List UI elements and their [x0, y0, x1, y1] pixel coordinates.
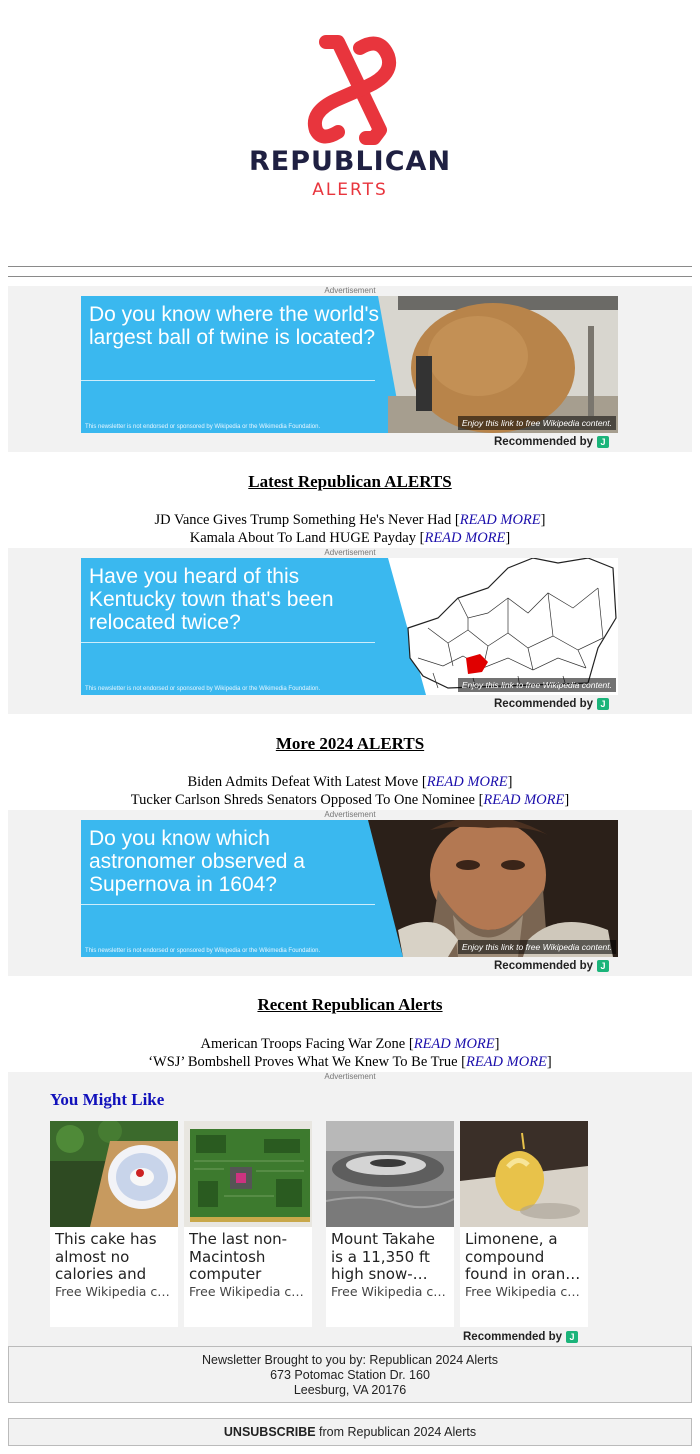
divider — [8, 276, 692, 277]
card-source: Free Wikipedia c… — [465, 1284, 580, 1299]
section-heading: Latest Republican ALERTS — [248, 472, 452, 491]
kentucky-county-map — [358, 558, 618, 695]
recommended-by[interactable]: Recommended by J — [494, 698, 609, 710]
card-title: This cake has almost no calories and — [55, 1231, 157, 1283]
card-title: Mount Takahe is a 11,350 ft high snow-… — [331, 1231, 436, 1283]
ad-banner[interactable] — [81, 558, 618, 695]
footer-sponsor: Newsletter Brought to you by: Republican 2024 Alerts — [201, 1353, 498, 1367]
jeeng-logo-icon: J — [597, 436, 609, 448]
mountain-aerial-photo — [326, 1121, 454, 1227]
read-more-link[interactable]: READ MORE — [413, 1036, 495, 1052]
card-source: Free Wikipedia c… — [189, 1284, 304, 1299]
footer-city: Leesburg, VA 20176 — [293, 1383, 407, 1397]
recommendation-card[interactable] — [460, 1121, 588, 1327]
read-more-link[interactable]: READ MORE — [424, 530, 506, 546]
widget-title: You Might Like — [50, 1090, 165, 1109]
ad-cta[interactable]: Enjoy this link to free Wikipedia content. — [458, 678, 616, 692]
ad-question: Have you heard of this Kentucky town that's been relocated twice? — [89, 565, 334, 634]
footer-address: 673 Potomac Station Dr. 160 — [270, 1368, 430, 1382]
brand-logo — [0, 0, 700, 255]
headline-item: Tucker Carlson Shreds Senators Opposed To One Nominee [READ MORE] — [130, 792, 570, 808]
ad-banner[interactable] — [81, 296, 618, 433]
you-might-like-widget — [8, 1072, 692, 1346]
lemon-photo — [460, 1121, 588, 1227]
headline-item: JD Vance Gives Trump Something He's Never Had [READ MORE] — [154, 512, 546, 528]
brand-name: REPUBLICAN — [248, 146, 452, 177]
ad-question: Do you know where the world's largest ball of twine is located? — [89, 303, 379, 349]
ad-label: Advertisement — [324, 548, 376, 557]
ad-question: Do you know which astronomer observed a Supernova in 1604? — [89, 827, 305, 896]
divider — [8, 266, 692, 267]
jeeng-logo-icon: J — [597, 698, 609, 710]
headline-item: Kamala About To Land HUGE Payday [READ MORE] — [189, 530, 511, 546]
jeeng-logo-icon: J — [566, 1331, 578, 1343]
recommendation-card[interactable] — [326, 1121, 454, 1327]
section-heading: Recent Republican Alerts — [257, 995, 443, 1014]
ball-of-twine-photo — [358, 296, 618, 433]
recommended-by[interactable]: Recommended by J — [494, 436, 609, 448]
recommendation-card[interactable] — [50, 1121, 178, 1327]
read-more-link[interactable]: READ MORE — [459, 512, 541, 528]
jeeng-logo-icon: J — [597, 960, 609, 972]
ad-block — [8, 286, 692, 452]
card-title: Limonene, a compound found in oran… — [465, 1231, 581, 1283]
headline-item: American Troops Facing War Zone [READ MORE] — [200, 1036, 500, 1052]
ad-disclaimer: This newsletter is not endorsed or sponsored by Wikipedia or the Wikimedia Foundation. — [85, 948, 321, 954]
section-heading: More 2024 ALERTS — [275, 734, 425, 753]
logo-mark-icon — [302, 30, 398, 146]
ad-cta[interactable]: Enjoy this link to free Wikipedia content. — [458, 940, 616, 954]
ad-disclaimer: This newsletter is not endorsed or sponsored by Wikipedia or the Wikimedia Foundation. — [85, 424, 321, 430]
ad-block — [8, 548, 692, 714]
astronomer-portrait — [358, 820, 618, 957]
ad-banner[interactable] — [81, 820, 618, 957]
newsletter-footer — [8, 1346, 692, 1403]
read-more-link[interactable]: READ MORE — [465, 1054, 547, 1070]
brand-subname: ALERTS — [312, 180, 388, 200]
unsubscribe-link[interactable]: UNSUBSCRIBE from Republican 2024 Alerts — [8, 1418, 692, 1446]
read-more-link[interactable]: READ MORE — [426, 774, 508, 790]
recommended-by[interactable]: Recommended by J — [494, 960, 609, 972]
ad-label: Advertisement — [324, 1072, 376, 1081]
ad-block — [8, 810, 692, 976]
circuit-board-photo — [184, 1121, 312, 1227]
headline-item: Biden Admits Defeat With Latest Move [READ MORE] — [187, 774, 513, 790]
recommended-by[interactable]: Recommended by J — [463, 1331, 578, 1343]
headline-item: ‘WSJ’ Bombshell Proves What We Knew To Be True [READ MORE] — [148, 1054, 552, 1070]
read-more-link[interactable]: READ MORE — [483, 792, 565, 808]
cake-plate-photo — [50, 1121, 178, 1227]
recommendation-card[interactable] — [184, 1121, 312, 1327]
card-source: Free Wikipedia c… — [55, 1284, 170, 1299]
card-title: The last non-Macintosh computer — [189, 1231, 288, 1283]
card-source: Free Wikipedia c… — [331, 1284, 446, 1299]
ad-cta[interactable]: Enjoy this link to free Wikipedia content. — [458, 416, 616, 430]
ad-disclaimer: This newsletter is not endorsed or sponsored by Wikipedia or the Wikimedia Foundation. — [85, 686, 321, 692]
ad-label: Advertisement — [324, 810, 376, 819]
ad-label: Advertisement — [324, 286, 376, 295]
